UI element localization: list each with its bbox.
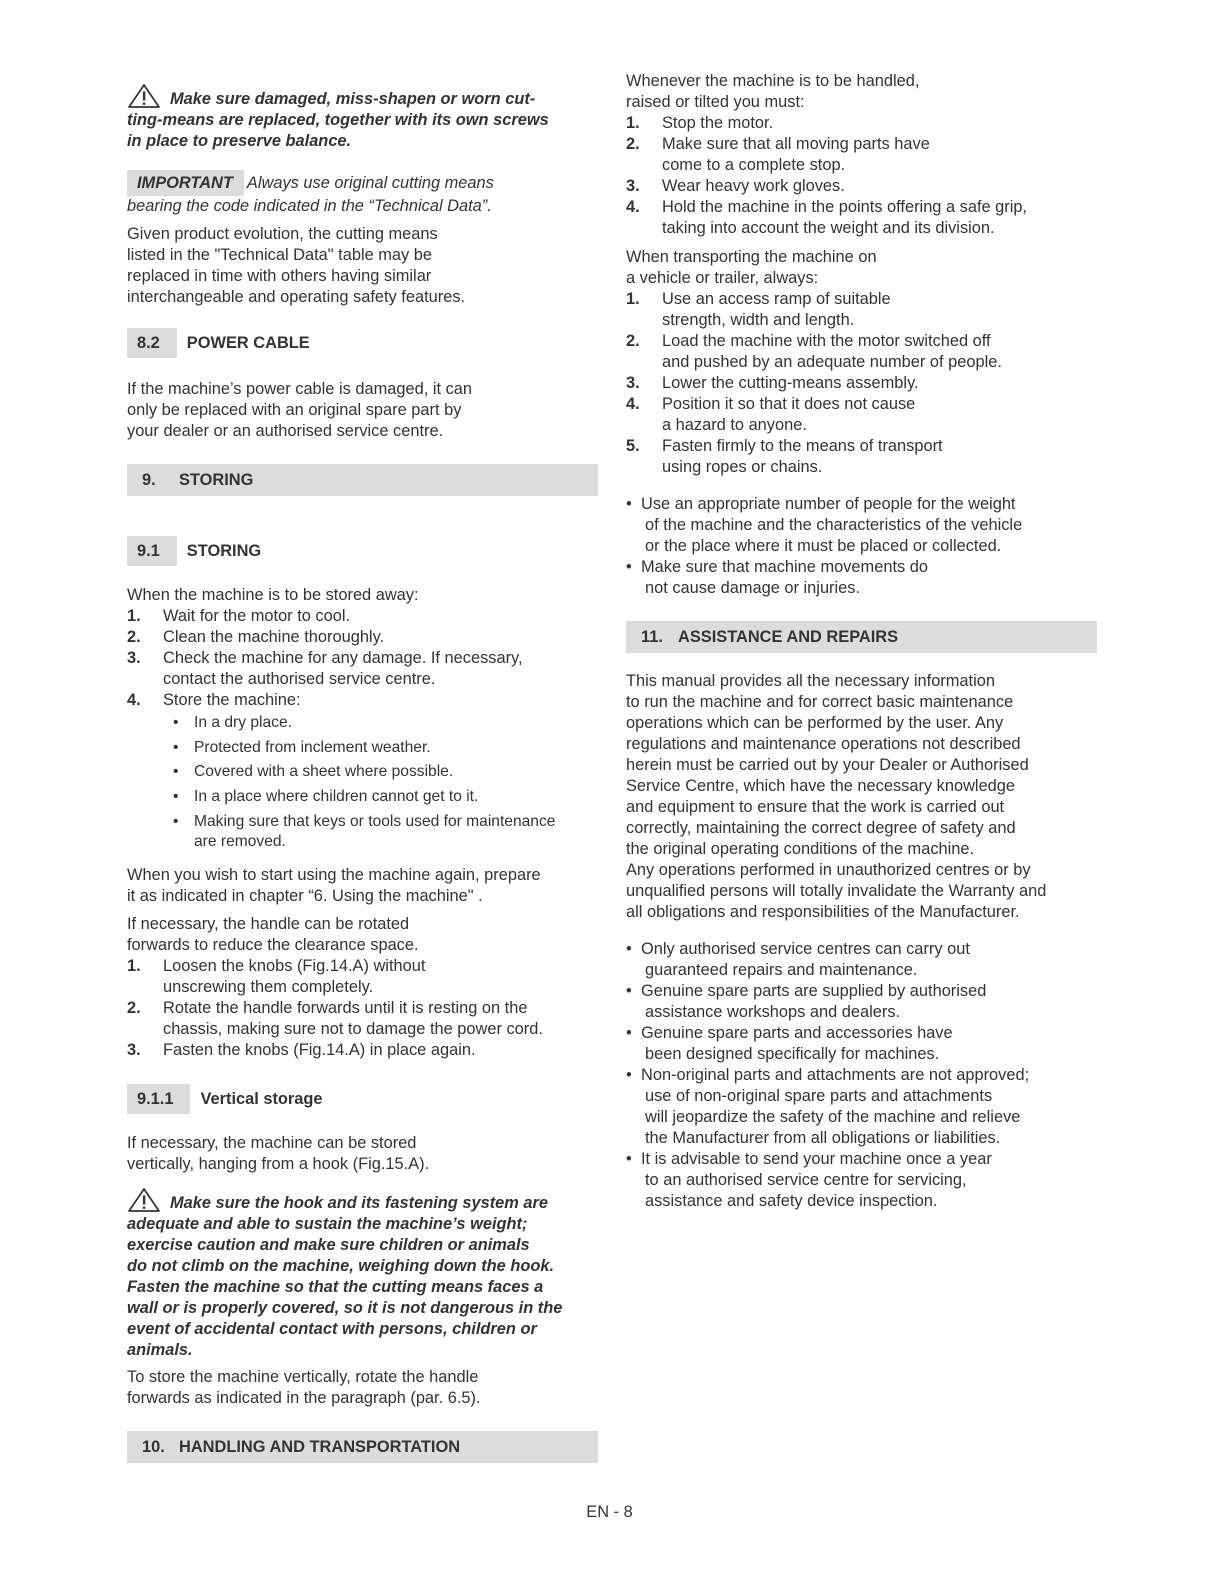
warning-hook: Make sure the hook and its fastening system are adequate and able to sustain the machine’s weight; exercise caution and make sure children or animals do not climb on the machine, weighing down the hook. Fasten the machine so that the cutting means faces a wall or is properly covered, so it is not dangerous in the event of accidental contact with persons, children or animals. xyxy=(127,1187,583,1361)
list-item: 2. Make sure that all moving parts have come to a complete stop. xyxy=(626,135,930,174)
list-item: • Use an appropriate number of people for the weight of the machine and the characteristics of the vehicle or the place where it must be placed or collected. xyxy=(626,495,1023,555)
subsection-9-1-heading: 9.1 STORING xyxy=(127,536,583,566)
list-item: 1. Use an access ramp of suitable strength, width and length. xyxy=(626,290,891,329)
list-item: 1. Stop the motor. xyxy=(626,114,774,132)
important-note: IMPORTANT Always use original cutting means bearing the code indicated in the “Technical Data”. xyxy=(127,170,583,217)
list-item: • Making sure that keys or tools used for maintenance are removed. xyxy=(173,812,556,850)
transport-bullets xyxy=(626,494,1082,599)
list-item: 4. Hold the machine in the points offering a safe grip, taking into account the weight and its division. xyxy=(626,198,1028,237)
section-9-heading: 9. STORING xyxy=(127,464,598,496)
warning-triangle-icon xyxy=(127,83,161,109)
para-product-evolution: Given product evolution, the cutting means listed in the "Technical Data" table may be replaced in time with others having similar interchangeable and operating safety features. xyxy=(127,225,466,306)
section-10-heading: 10. HANDLING AND TRANSPORTATION xyxy=(127,1431,598,1463)
list-item: 4. Position it so that it does not cause a hazard to anyone. xyxy=(626,395,916,434)
list-item: 1. Loosen the knobs (Fig.14.A) without unscrewing them completely. xyxy=(127,957,426,996)
list-item: 3. Fasten the knobs (Fig.14.A) in place again. xyxy=(127,1041,476,1059)
storing-steps: When the machine is to be stored away: 1. Wait for the motor to cool. 2. Clean the machine thoroughly. 3. Check the machine for any damage. If necessary, contact the authorised service centre. 4. Store the machine: • In a dry place. • Protected from inclement weather. • Covered with a sheet where possible. • In a place where children cannot get to it. • Making sure that keys or tools used for maintenance are removed. xyxy=(127,585,583,856)
assistance-bullets xyxy=(626,939,1082,1212)
handling-steps: Whenever the machine is to be handled, raised or tilted you must: 1. Stop the motor. 2. Make sure that all moving parts have come to a complete stop. 3. Wear heavy work gloves. 4. Hold the machine in the points offering a safe grip, taking into account the weight and its division. xyxy=(626,71,1082,239)
list-item: 1. Wait for the motor to cool. xyxy=(127,607,351,625)
list-item: • Covered with a sheet where possible. xyxy=(173,763,454,781)
list-item: 4. Store the machine: xyxy=(127,691,301,709)
section-11-heading: 11. ASSISTANCE AND REPAIRS xyxy=(626,621,1097,653)
handle-steps: If necessary, the handle can be rotated forwards to reduce the clearance space. 1. Loosen the knobs (Fig.14.A) without unscrewing them completely. 2. Rotate the handle forwards until it is resting on the chassis, making sure not to damage the power cord. 3. Fasten the knobs (Fig.14.A) in place again. xyxy=(127,914,583,1061)
warning-triangle-icon xyxy=(127,1187,161,1213)
list-item: • Non-original parts and attachments are not approved; use of non-original spare parts and attachments will jeopardize the safety of the machine and relieve the Manufacturer from all obligations or liabilities. xyxy=(626,1066,1030,1147)
list-item: • In a place where children cannot get to it. xyxy=(173,788,479,806)
list-item: 2. Rotate the handle forwards until it is resting on the chassis, making sure not to damage the power cord. xyxy=(127,999,543,1038)
para-restart: When you wish to start using the machine again, prepare it as indicated in chapter “6. Using the machine" . xyxy=(127,866,541,905)
transport-steps: When transporting the machine on a vehicle or trailer, always: 1. Use an access ramp of suitable strength, width and length. 2. Load the machine with the motor switched off and pushed by an adequate number of people. 3. Lower the cutting-means assembly. 4. Position it so that it does not cause a hazard to anyone. 5. Fasten firmly to the means of transport using ropes or chains. xyxy=(626,247,1082,478)
list-item: 3. Check the machine for any damage. If necessary, contact the authorised service centre. xyxy=(127,649,523,688)
list-item: 2. Clean the machine thoroughly. xyxy=(127,628,385,646)
para-assistance: This manual provides all the necessary information to run the machine and for correct basic maintenance operations which can be performed by the user. Any regulations and maintenance operations not described herein must be carried out by your Dealer or Authorised Service Centre, which have the necessary knowledge and equipment to ensure that the work is carried out correctly, maintaining the correct degree of safety and the original operating conditions of the machine. Any operations performed in unauthorized centres or by unqualified persons will totally invalidate the Warranty and all obligations and responsibilities of the Manufacturer. xyxy=(626,672,1047,921)
list-item: • Genuine spare parts are supplied by authorised assistance workshops and dealers. xyxy=(626,982,987,1021)
list-item: • It is advisable to send your machine once a year to an authorised service centre for servicing, assistance and safety device inspection. xyxy=(626,1150,992,1210)
list-item: 3. Wear heavy work gloves. xyxy=(626,177,845,195)
list-item: • Only authorised service centres can carry out guaranteed repairs and maintenance. xyxy=(626,940,970,979)
warning-balance: Make sure damaged, miss-shapen or worn cut- ting-means are replaced, together with its own screws in place to preserve balance. xyxy=(127,83,583,152)
list-item: 2. Load the machine with the motor switched off and pushed by an adequate number of people. xyxy=(626,332,1002,371)
important-label: IMPORTANT xyxy=(127,170,244,196)
para-rotate-handle: To store the machine vertically, rotate the handle forwards as indicated in the paragraph (par. 6.5). xyxy=(127,1368,481,1407)
list-item: 5. Fasten firmly to the means of transport using ropes or chains. xyxy=(626,437,943,476)
list-item: • In a dry place. xyxy=(173,714,292,731)
subsection-9-1-1-heading: 9.1.1 Vertical storage xyxy=(127,1084,583,1114)
para-vertical-storage: If necessary, the machine can be stored vertically, hanging from a hook (Fig.15.A). xyxy=(127,1134,430,1173)
subsection-8-2-heading: 8.2 POWER CABLE xyxy=(127,328,583,358)
list-item: • Make sure that machine movements do not cause damage or injuries. xyxy=(626,558,928,597)
list-item: • Genuine spare parts and accessories have been designed specifically for machines. xyxy=(626,1024,953,1063)
list-item: 3. Lower the cutting-means assembly. xyxy=(626,374,919,392)
para-power-cable: If the machine’s power cable is damaged, it can only be replaced with an original spare part by your dealer or an authorised service centre. xyxy=(127,380,473,440)
list-item: • Protected from inclement weather. xyxy=(173,738,431,756)
page-number: EN - 8 xyxy=(586,1503,633,1521)
